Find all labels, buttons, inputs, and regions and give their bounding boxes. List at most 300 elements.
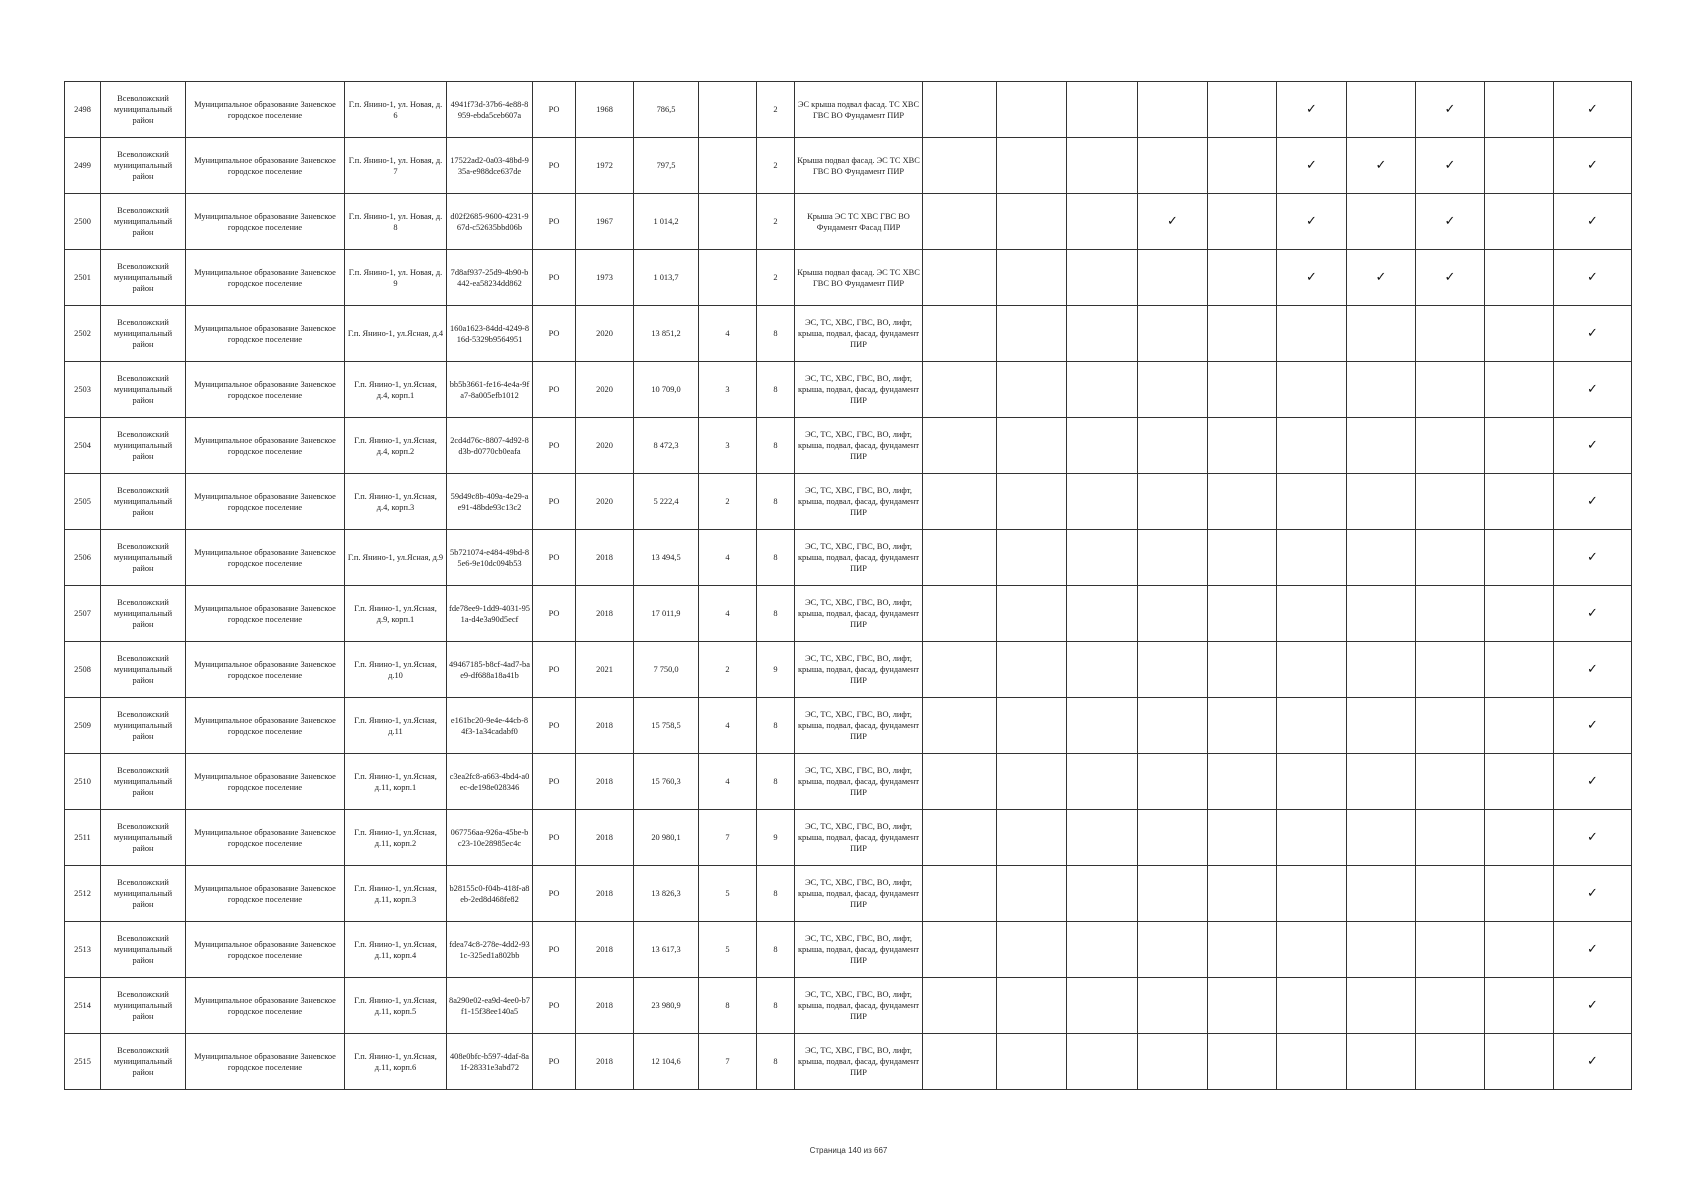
work-type-1-cell <box>923 250 997 306</box>
municipality-cell: Муниципальное образование Заневское городское поселение <box>186 194 345 250</box>
build-year-cell: 2018 <box>576 586 634 642</box>
build-year-cell: 2018 <box>576 922 634 978</box>
row-number-cell: 2513 <box>65 922 101 978</box>
total-area-cell: 23 980,9 <box>634 978 699 1034</box>
row-number-cell: 2503 <box>65 362 101 418</box>
funding-method-cell: РО <box>533 978 576 1034</box>
check-mark-icon: ✓ <box>1587 214 1598 229</box>
funding-method-cell: РО <box>533 698 576 754</box>
work-type-8-cell <box>1416 474 1485 530</box>
check-mark-icon: ✓ <box>1587 270 1598 285</box>
work-type-5-cell <box>1208 754 1277 810</box>
total-area-cell: 797,5 <box>634 138 699 194</box>
planned-works-cell: Крыша ЭС ТС ХВС ГВС ВО Фундамент Фасад ПИР <box>795 194 923 250</box>
check-mark-icon: ✓ <box>1587 550 1598 565</box>
work-type-8-cell <box>1416 530 1485 586</box>
row-number-cell: 2512 <box>65 866 101 922</box>
floors-cell: 8 <box>757 418 795 474</box>
work-type-3-cell <box>1067 306 1138 362</box>
work-type-7-cell <box>1347 754 1416 810</box>
funding-method-cell: РО <box>533 754 576 810</box>
table-row <box>65 306 1632 362</box>
work-type-9-cell <box>1485 530 1554 586</box>
address-cell: Г.п. Янино-1, ул.Ясная, д.9, корп.1 <box>345 586 447 642</box>
work-type-1-cell <box>923 474 997 530</box>
work-type-7-cell <box>1347 474 1416 530</box>
table-row <box>65 138 1632 194</box>
work-type-1-cell <box>923 866 997 922</box>
work-type-2-cell <box>997 642 1067 698</box>
work-type-4-cell <box>1138 306 1208 362</box>
work-type-4-cell <box>1138 922 1208 978</box>
floors-cell: 8 <box>757 530 795 586</box>
work-type-3-cell <box>1067 698 1138 754</box>
work-type-9-cell <box>1485 194 1554 250</box>
municipality-cell: Муниципальное образование Заневское городское поселение <box>186 586 345 642</box>
floors-cell: 8 <box>757 306 795 362</box>
table-row <box>65 698 1632 754</box>
build-year-cell: 2018 <box>576 978 634 1034</box>
work-type-7-cell <box>1347 306 1416 362</box>
address-cell: Г.п. Янино-1, ул.Ясная, д.4, корп.3 <box>345 474 447 530</box>
page-footer: Страница 140 из 667 <box>809 1146 888 1155</box>
work-type-4-cell <box>1138 530 1208 586</box>
floors-cell: 8 <box>757 978 795 1034</box>
entrances-cell: 3 <box>699 362 757 418</box>
total-area-cell: 20 980,1 <box>634 810 699 866</box>
work-type-1-cell <box>923 306 997 362</box>
work-type-5-cell <box>1208 138 1277 194</box>
planned-works-cell: ЭС, ТС, ХВС, ГВС, ВО, лифт, крыша, подвал, фасад, фундамент ПИР <box>795 754 923 810</box>
build-year-cell: 1967 <box>576 194 634 250</box>
district-cell: Всеволожский муниципальный район <box>101 922 186 978</box>
floors-cell: 8 <box>757 362 795 418</box>
build-year-cell: 2018 <box>576 530 634 586</box>
work-type-8-cell <box>1416 362 1485 418</box>
work-type-10-cell <box>1554 586 1632 642</box>
planned-works-cell: ЭС, ТС, ХВС, ГВС, ВО, лифт, крыша, подвал, фасад, фундамент ПИР <box>795 586 923 642</box>
check-mark-icon: ✓ <box>1444 270 1456 285</box>
municipality-cell: Муниципальное образование Заневское городское поселение <box>186 138 345 194</box>
house-guid-cell: 8a290e02-ea9d-4ee0-b7f1-15f38ee140a5 <box>447 978 533 1034</box>
municipality-cell: Муниципальное образование Заневское городское поселение <box>186 362 345 418</box>
build-year-cell: 2020 <box>576 418 634 474</box>
work-type-9-cell <box>1485 362 1554 418</box>
table-row <box>65 194 1632 250</box>
work-type-3-cell <box>1067 642 1138 698</box>
housing-register-table <box>64 81 1632 1090</box>
address-cell: Г.п. Янино-1, ул.Ясная, д.10 <box>345 642 447 698</box>
work-type-1-cell <box>923 698 997 754</box>
house-guid-cell: 408e0bfc-b597-4daf-8a1f-28331e3abd72 <box>447 1034 533 1090</box>
work-type-3-cell <box>1067 474 1138 530</box>
entrances-cell <box>699 250 757 306</box>
table-row <box>65 474 1632 530</box>
district-cell: Всеволожский муниципальный район <box>101 474 186 530</box>
work-type-2-cell <box>997 306 1067 362</box>
table-row <box>65 978 1632 1034</box>
build-year-cell: 2020 <box>576 362 634 418</box>
work-type-2-cell <box>997 698 1067 754</box>
check-mark-icon: ✓ <box>1375 270 1387 285</box>
work-type-4-cell <box>1138 474 1208 530</box>
address-cell: Г.п. Янино-1, ул. Новая, д. 7 <box>345 138 447 194</box>
entrances-cell: 4 <box>699 306 757 362</box>
check-mark-icon: ✓ <box>1587 662 1598 677</box>
work-type-7-cell <box>1347 82 1416 138</box>
check-mark-icon: ✓ <box>1587 942 1598 957</box>
address-cell: Г.п. Янино-1, ул.Ясная, д.11, корп.6 <box>345 1034 447 1090</box>
build-year-cell: 2018 <box>576 754 634 810</box>
funding-method-cell: РО <box>533 530 576 586</box>
entrances-cell: 4 <box>699 754 757 810</box>
work-type-7-cell <box>1347 250 1416 306</box>
entrances-cell: 4 <box>699 530 757 586</box>
work-type-5-cell <box>1208 194 1277 250</box>
work-type-5-cell <box>1208 306 1277 362</box>
work-type-5-cell <box>1208 698 1277 754</box>
entrances-cell: 2 <box>699 642 757 698</box>
total-area-cell: 786,5 <box>634 82 699 138</box>
work-type-5-cell <box>1208 810 1277 866</box>
work-type-10-cell <box>1554 978 1632 1034</box>
work-type-10-cell <box>1554 866 1632 922</box>
work-type-3-cell <box>1067 922 1138 978</box>
work-type-10-cell <box>1554 194 1632 250</box>
work-type-8-cell <box>1416 250 1485 306</box>
house-guid-cell: 7d8af937-25d9-4b90-b442-ea58234dd862 <box>447 250 533 306</box>
row-number-cell: 2509 <box>65 698 101 754</box>
work-type-5-cell <box>1208 922 1277 978</box>
work-type-7-cell <box>1347 194 1416 250</box>
work-type-1-cell <box>923 1034 997 1090</box>
entrances-cell: 2 <box>699 474 757 530</box>
district-cell: Всеволожский муниципальный район <box>101 810 186 866</box>
district-cell: Всеволожский муниципальный район <box>101 250 186 306</box>
table-row <box>65 418 1632 474</box>
district-cell: Всеволожский муниципальный район <box>101 866 186 922</box>
table-row <box>65 1034 1632 1090</box>
row-number-cell: 2514 <box>65 978 101 1034</box>
municipality-cell: Муниципальное образование Заневское городское поселение <box>186 474 345 530</box>
house-guid-cell: fde78ee9-1dd9-4031-951a-d4e3a90d5ecf <box>447 586 533 642</box>
work-type-9-cell <box>1485 642 1554 698</box>
build-year-cell: 2021 <box>576 642 634 698</box>
build-year-cell: 1973 <box>576 250 634 306</box>
row-number-cell: 2498 <box>65 82 101 138</box>
work-type-2-cell <box>997 810 1067 866</box>
check-mark-icon: ✓ <box>1587 102 1598 117</box>
municipality-cell: Муниципальное образование Заневское городское поселение <box>186 1034 345 1090</box>
entrances-cell <box>699 194 757 250</box>
work-type-8-cell <box>1416 306 1485 362</box>
work-type-5-cell <box>1208 1034 1277 1090</box>
work-type-6-cell <box>1277 82 1347 138</box>
work-type-8-cell <box>1416 810 1485 866</box>
build-year-cell: 2020 <box>576 474 634 530</box>
work-type-7-cell <box>1347 810 1416 866</box>
total-area-cell: 13 494,5 <box>634 530 699 586</box>
work-type-3-cell <box>1067 194 1138 250</box>
work-type-9-cell <box>1485 418 1554 474</box>
entrances-cell: 4 <box>699 698 757 754</box>
funding-method-cell: РО <box>533 306 576 362</box>
district-cell: Всеволожский муниципальный район <box>101 138 186 194</box>
check-mark-icon: ✓ <box>1587 438 1598 453</box>
house-guid-cell: 160a1623-84dd-4249-816d-5329b9564951 <box>447 306 533 362</box>
address-cell: Г.п. Янино-1, ул.Ясная, д.4, корп.1 <box>345 362 447 418</box>
work-type-8-cell <box>1416 866 1485 922</box>
work-type-7-cell <box>1347 866 1416 922</box>
entrances-cell <box>699 138 757 194</box>
municipality-cell: Муниципальное образование Заневское городское поселение <box>186 418 345 474</box>
table-row <box>65 362 1632 418</box>
check-mark-icon: ✓ <box>1167 214 1178 229</box>
total-area-cell: 13 851,2 <box>634 306 699 362</box>
row-number-cell: 2515 <box>65 1034 101 1090</box>
work-type-4-cell <box>1138 642 1208 698</box>
work-type-8-cell <box>1416 1034 1485 1090</box>
total-area-cell: 1 014,2 <box>634 194 699 250</box>
work-type-1-cell <box>923 922 997 978</box>
work-type-8-cell <box>1416 978 1485 1034</box>
planned-works-cell: ЭС, ТС, ХВС, ГВС, ВО, лифт, крыша, подвал, фасад, фундамент ПИР <box>795 530 923 586</box>
municipality-cell: Муниципальное образование Заневское городское поселение <box>186 642 345 698</box>
work-type-9-cell <box>1485 474 1554 530</box>
work-type-1-cell <box>923 810 997 866</box>
work-type-5-cell <box>1208 82 1277 138</box>
row-number-cell: 2508 <box>65 642 101 698</box>
row-number-cell: 2500 <box>65 194 101 250</box>
municipality-cell: Муниципальное образование Заневское городское поселение <box>186 978 345 1034</box>
funding-method-cell: РО <box>533 866 576 922</box>
build-year-cell: 1972 <box>576 138 634 194</box>
district-cell: Всеволожский муниципальный район <box>101 362 186 418</box>
work-type-9-cell <box>1485 1034 1554 1090</box>
entrances-cell: 5 <box>699 922 757 978</box>
address-cell: Г.п. Янино-1, ул. Новая, д. 9 <box>345 250 447 306</box>
check-mark-icon: ✓ <box>1587 718 1598 733</box>
district-cell: Всеволожский муниципальный район <box>101 642 186 698</box>
work-type-3-cell <box>1067 362 1138 418</box>
work-type-9-cell <box>1485 978 1554 1034</box>
check-mark-icon: ✓ <box>1587 158 1598 173</box>
work-type-8-cell <box>1416 922 1485 978</box>
work-type-6-cell <box>1277 418 1347 474</box>
work-type-9-cell <box>1485 250 1554 306</box>
work-type-4-cell <box>1138 978 1208 1034</box>
total-area-cell: 12 104,6 <box>634 1034 699 1090</box>
work-type-6-cell <box>1277 810 1347 866</box>
district-cell: Всеволожский муниципальный район <box>101 586 186 642</box>
municipality-cell: Муниципальное образование Заневское городское поселение <box>186 82 345 138</box>
funding-method-cell: РО <box>533 250 576 306</box>
work-type-6-cell <box>1277 474 1347 530</box>
planned-works-cell: ЭС, ТС, ХВС, ГВС, ВО, лифт, крыша, подвал, фасад, фундамент ПИР <box>795 698 923 754</box>
build-year-cell: 2018 <box>576 866 634 922</box>
floors-cell: 8 <box>757 922 795 978</box>
work-type-6-cell <box>1277 138 1347 194</box>
work-type-1-cell <box>923 754 997 810</box>
entrances-cell: 3 <box>699 418 757 474</box>
entrances-cell: 7 <box>699 1034 757 1090</box>
work-type-5-cell <box>1208 642 1277 698</box>
row-number-cell: 2507 <box>65 586 101 642</box>
floors-cell: 2 <box>757 138 795 194</box>
work-type-9-cell <box>1485 922 1554 978</box>
work-type-10-cell <box>1554 754 1632 810</box>
row-number-cell: 2499 <box>65 138 101 194</box>
check-mark-icon: ✓ <box>1587 774 1598 789</box>
address-cell: Г.п. Янино-1, ул.Ясная, д.11, корп.1 <box>345 754 447 810</box>
municipality-cell: Муниципальное образование Заневское городское поселение <box>186 754 345 810</box>
work-type-10-cell <box>1554 418 1632 474</box>
municipality-cell: Муниципальное образование Заневское городское поселение <box>186 250 345 306</box>
work-type-8-cell <box>1416 418 1485 474</box>
work-type-4-cell <box>1138 1034 1208 1090</box>
build-year-cell: 2018 <box>576 810 634 866</box>
municipality-cell: Муниципальное образование Заневское городское поселение <box>186 698 345 754</box>
table-row <box>65 250 1632 306</box>
work-type-6-cell <box>1277 1034 1347 1090</box>
build-year-cell: 2018 <box>576 1034 634 1090</box>
work-type-6-cell <box>1277 642 1347 698</box>
district-cell: Всеволожский муниципальный район <box>101 530 186 586</box>
work-type-9-cell <box>1485 82 1554 138</box>
total-area-cell: 10 709,0 <box>634 362 699 418</box>
row-number-cell: 2501 <box>65 250 101 306</box>
funding-method-cell: РО <box>533 362 576 418</box>
work-type-2-cell <box>997 922 1067 978</box>
work-type-8-cell <box>1416 642 1485 698</box>
table-body <box>65 82 1632 1090</box>
work-type-2-cell <box>997 866 1067 922</box>
work-type-1-cell <box>923 194 997 250</box>
work-type-10-cell <box>1554 1034 1632 1090</box>
planned-works-cell: ЭС крыша подвал фасад. ТС ХВС ГВС ВО Фундамент ПИР <box>795 82 923 138</box>
funding-method-cell: РО <box>533 138 576 194</box>
work-type-6-cell <box>1277 698 1347 754</box>
work-type-6-cell <box>1277 250 1347 306</box>
work-type-7-cell <box>1347 978 1416 1034</box>
work-type-10-cell <box>1554 810 1632 866</box>
floors-cell: 2 <box>757 250 795 306</box>
work-type-1-cell <box>923 138 997 194</box>
district-cell: Всеволожский муниципальный район <box>101 194 186 250</box>
build-year-cell: 1968 <box>576 82 634 138</box>
work-type-9-cell <box>1485 306 1554 362</box>
work-type-5-cell <box>1208 866 1277 922</box>
work-type-5-cell <box>1208 418 1277 474</box>
planned-works-cell: Крыша подвал фасад. ЭС ТС ХВС ГВС ВО Фундамент ПИР <box>795 250 923 306</box>
municipality-cell: Муниципальное образование Заневское городское поселение <box>186 530 345 586</box>
work-type-3-cell <box>1067 1034 1138 1090</box>
funding-method-cell: РО <box>533 642 576 698</box>
work-type-2-cell <box>997 362 1067 418</box>
build-year-cell: 2020 <box>576 306 634 362</box>
address-cell: Г.п. Янино-1, ул.Ясная, д.9 <box>345 530 447 586</box>
work-type-7-cell <box>1347 922 1416 978</box>
planned-works-cell: ЭС, ТС, ХВС, ГВС, ВО, лифт, крыша, подвал, фасад, фундамент ПИР <box>795 1034 923 1090</box>
check-mark-icon: ✓ <box>1306 270 1317 285</box>
work-type-7-cell <box>1347 642 1416 698</box>
house-guid-cell: c3ea2fc8-a663-4bd4-a0ec-de198e028346 <box>447 754 533 810</box>
build-year-cell: 2018 <box>576 698 634 754</box>
row-number-cell: 2510 <box>65 754 101 810</box>
floors-cell: 2 <box>757 194 795 250</box>
work-type-5-cell <box>1208 530 1277 586</box>
work-type-3-cell <box>1067 530 1138 586</box>
work-type-1-cell <box>923 642 997 698</box>
table-row <box>65 82 1632 138</box>
district-cell: Всеволожский муниципальный район <box>101 306 186 362</box>
work-type-10-cell <box>1554 362 1632 418</box>
house-guid-cell: b28155c0-f04b-418f-a8eb-2ed8d468fe82 <box>447 866 533 922</box>
district-cell: Всеволожский муниципальный район <box>101 1034 186 1090</box>
house-guid-cell: bb5b3661-fe16-4e4a-9fa7-8a005efb1012 <box>447 362 533 418</box>
work-type-9-cell <box>1485 754 1554 810</box>
work-type-10-cell <box>1554 642 1632 698</box>
work-type-2-cell <box>997 978 1067 1034</box>
work-type-2-cell <box>997 530 1067 586</box>
work-type-6-cell <box>1277 306 1347 362</box>
work-type-4-cell <box>1138 418 1208 474</box>
house-guid-cell: 067756aa-926a-45be-bc23-10e28985ec4c <box>447 810 533 866</box>
work-type-3-cell <box>1067 418 1138 474</box>
work-type-10-cell <box>1554 306 1632 362</box>
check-mark-icon: ✓ <box>1306 158 1317 173</box>
floors-cell: 2 <box>757 82 795 138</box>
district-cell: Всеволожский муниципальный район <box>101 978 186 1034</box>
total-area-cell: 17 011,9 <box>634 586 699 642</box>
work-type-3-cell <box>1067 586 1138 642</box>
floors-cell: 8 <box>757 1034 795 1090</box>
check-mark-icon: ✓ <box>1587 998 1598 1013</box>
work-type-4-cell <box>1138 82 1208 138</box>
work-type-6-cell <box>1277 362 1347 418</box>
address-cell: Г.п. Янино-1, ул.Ясная, д.4, корп.2 <box>345 418 447 474</box>
check-mark-icon: ✓ <box>1587 606 1598 621</box>
floors-cell: 9 <box>757 642 795 698</box>
house-guid-cell: 2cd4d76c-8807-4d92-8d3b-d0770cb0eafa <box>447 418 533 474</box>
funding-method-cell: РО <box>533 586 576 642</box>
check-mark-icon: ✓ <box>1375 158 1387 173</box>
work-type-5-cell <box>1208 362 1277 418</box>
funding-method-cell: РО <box>533 474 576 530</box>
check-mark-icon: ✓ <box>1306 102 1317 117</box>
work-type-8-cell <box>1416 586 1485 642</box>
work-type-10-cell <box>1554 250 1632 306</box>
district-cell: Всеволожский муниципальный район <box>101 754 186 810</box>
check-mark-icon: ✓ <box>1444 158 1456 173</box>
house-guid-cell: fdea74c8-278e-4dd2-931c-325ed1a802bb <box>447 922 533 978</box>
floors-cell: 8 <box>757 866 795 922</box>
entrances-cell: 7 <box>699 810 757 866</box>
municipality-cell: Муниципальное образование Заневское городское поселение <box>186 922 345 978</box>
row-number-cell: 2505 <box>65 474 101 530</box>
work-type-9-cell <box>1485 810 1554 866</box>
house-guid-cell: 4941f73d-37b6-4e88-8959-ebda5ceb607a <box>447 82 533 138</box>
entrances-cell: 5 <box>699 866 757 922</box>
entrances-cell <box>699 82 757 138</box>
floors-cell: 8 <box>757 474 795 530</box>
check-mark-icon: ✓ <box>1444 102 1456 117</box>
work-type-1-cell <box>923 418 997 474</box>
total-area-cell: 15 760,3 <box>634 754 699 810</box>
district-cell: Всеволожский муниципальный район <box>101 82 186 138</box>
district-cell: Всеволожский муниципальный район <box>101 418 186 474</box>
row-number-cell: 2506 <box>65 530 101 586</box>
